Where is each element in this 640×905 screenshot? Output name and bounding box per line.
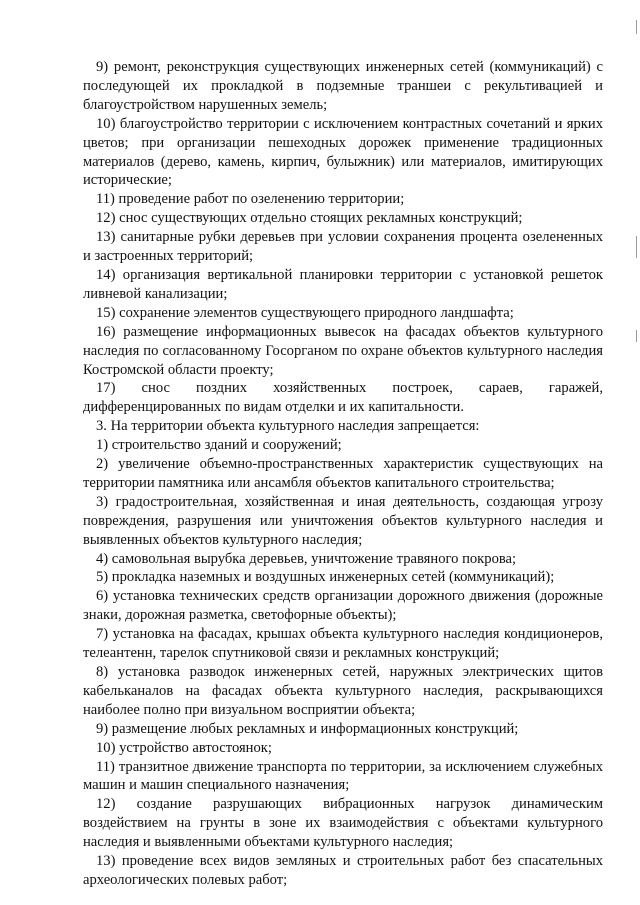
paragraph-item-11-greening: 11) проведение работ по озеленению территории; bbox=[96, 191, 405, 208]
prohibition-item-5: 5) прокладка наземных и воздушных инженерных сетей (коммуникаций); bbox=[96, 569, 555, 586]
paragraph-item-9-repair: 9) ремонт, реконструкция существующих инженерных сетей (коммуникаций) с последующей их прокладкой в подземные траншеи с рекультивацией и благоустройством нарушенных земель; bbox=[83, 59, 603, 113]
prohibition-item-8: 8) установка разводок инженерных сетей, наружных электрических щитов кабельканалов на фасадах объекта культурного наследия, раскрывающихся наиболее полно при визуальном восприятии объекта; bbox=[83, 664, 603, 718]
prohibition-item-1: 1) строительство зданий и сооружений; bbox=[96, 437, 342, 454]
paragraph-item-10-landscaping: 10) благоустройство территории с исключением контрастных сочетаний и ярких цветов; при организации пешеходных дорожек применение традиционных материалов (дерево, камень, кирпич, булыжник) или материалов, имитирующих исторические; bbox=[83, 115, 603, 189]
scan-artifact-mark bbox=[636, 236, 637, 258]
prohibition-item-9: 9) размещение любых рекламных и информационных конструкций; bbox=[96, 720, 519, 737]
paragraph-item-16-signage: 16) размещение информационных вывесок на фасадах объектов культурного наследия по согласованному Госорганом по охране объектов культурного наследия Костромской области проекту; bbox=[83, 323, 603, 378]
paragraph-item-17-outbuildings: 17) снос поздних хозяйственных построек, сараев, гаражей, дифференцированных по видам отделки и их капитальности. bbox=[83, 380, 603, 416]
prohibition-item-2: 2) увеличение объемно-пространственных характеристик существующих на территории памятника или ансамбля объектов капитального строительства; bbox=[83, 456, 603, 491]
prohibition-item-10: 10) устройство автостоянок; bbox=[96, 739, 272, 756]
prohibition-item-12: 12) создание разрушающих вибрационных нагрузок динамическим воздействием на грунты в зоне их взаимодействия с объектами культурного наследия и выявленными объектами культурного наследия; bbox=[83, 796, 603, 851]
paragraph-item-14-vertical-planning: 14) организация вертикальной планировки территории с установкой решеток ливневой канализации; bbox=[83, 266, 603, 302]
prohibition-item-4: 4) самовольная вырубка деревьев, уничтожение травяного покрова; bbox=[96, 550, 517, 567]
prohibition-item-7: 7) установка на фасадах, крышах объекта культурного наследия кондиционеров, телеантенн, тарелок спутниковой связи и рекламных конструкций; bbox=[83, 626, 603, 662]
prohibition-item-13: 13) проведение всех видов земляных и строительных работ без спасательных археологических полевых работ; bbox=[83, 853, 603, 888]
prohibition-item-11: 11) транзитное движение транспорта по территории, за исключением служебных машин и машин специального назначения; bbox=[83, 758, 603, 794]
paragraph-item-13-sanitary-felling: 13) санитарные рубки деревьев при условии сохранения процента озелененных и застроенных территорий; bbox=[83, 229, 603, 265]
scan-artifact-mark bbox=[636, 330, 637, 342]
prohibition-item-3: 3) градостроительная, хозяйственная и иная деятельность, создающая угрозу повреждения, разрушения или уничтожения объектов культурного наследия и выявленных объектов культурного наследия; bbox=[83, 493, 603, 548]
paragraph-item-12-ad-removal: 12) снос существующих отдельно стоящих рекламных конструкций; bbox=[96, 210, 523, 227]
paragraph-item-15-landscape-preservation: 15) сохранение элементов существующего природного ландшафта; bbox=[96, 304, 514, 321]
section-3-heading: 3. На территории объекта культурного наследия запрещается: bbox=[96, 418, 480, 435]
prohibition-item-6: 6) установка технических средств организации дорожного движения (дорожные знаки, дорожная разметка, светофорные объекты); bbox=[83, 588, 603, 624]
scan-artifact-mark bbox=[636, 20, 637, 34]
